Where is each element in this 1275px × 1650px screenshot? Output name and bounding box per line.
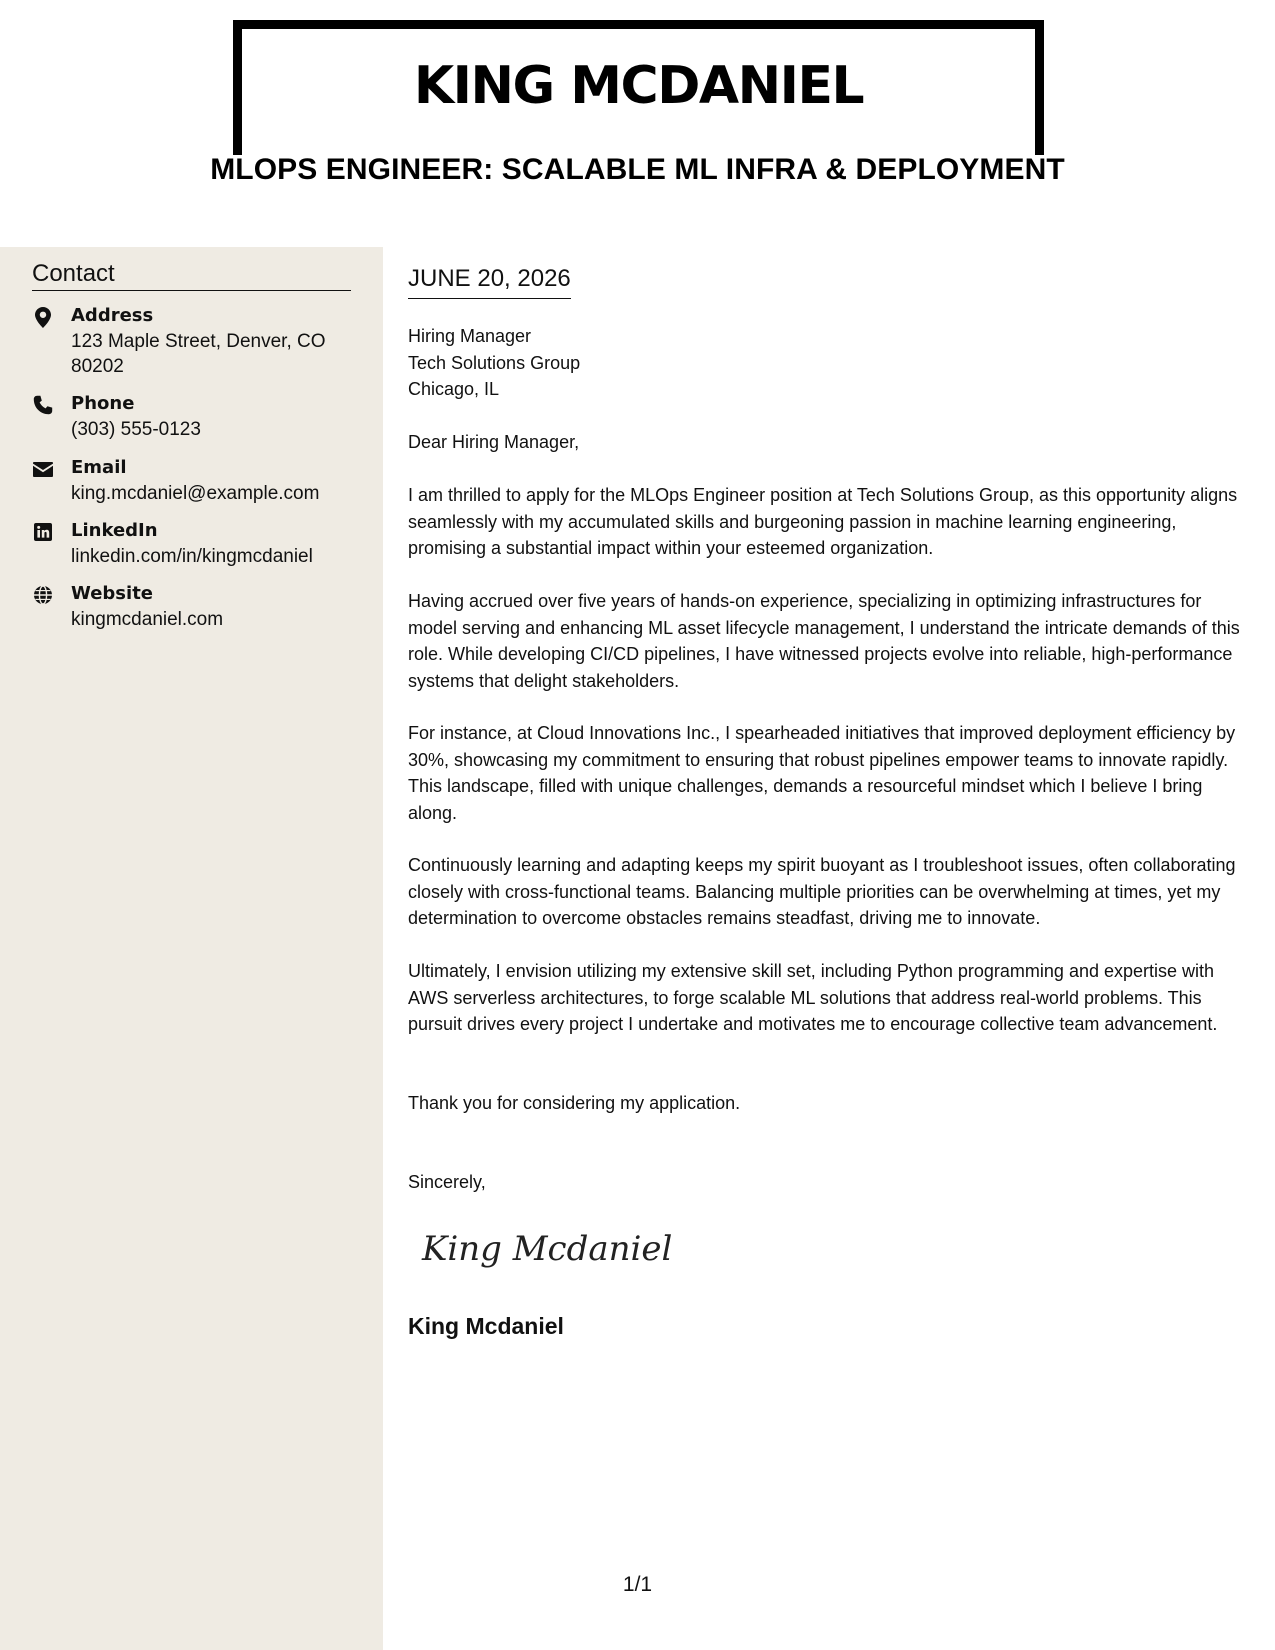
handwritten-signature <box>420 1218 680 1278</box>
recipient-block <box>408 323 580 403</box>
contact-label-phone: Phone <box>71 393 135 414</box>
contact-value-linkedin: linkedin.com/in/kingmcdaniel <box>71 546 313 567</box>
body-paragraph-4: Continuously learning and adapting keeps my spirit buoyant as I troubleshoot issues, often collaborating closely with cross-functional teams. Balancing multiple priorities can be overwhelming at times, yet my determination to overcome obstacles remains steadfast, driving me to innovate. <box>408 855 1236 928</box>
recipient-company: Tech Solutions Group <box>408 352 581 373</box>
page-number: 1/1 <box>622 1573 653 1596</box>
contact-label-website: Website <box>71 583 154 604</box>
body-paragraph-3: For instance, at Cloud Innovations Inc., I spearheaded initiatives that improved deployment efficiency by 30%, showcasing my commitment to ensuring that robust pipelines empower teams to innovate rapidly. This landscape, filled with unique challenges, demands a resourceful mindset which I believe I bring along. <box>408 723 1236 823</box>
contact-label-address: Address <box>71 305 154 326</box>
job-title: MLOPS ENGINEER: SCALABLE ML INFRA & DEPLOYMENT <box>210 153 1065 186</box>
linkedin-icon <box>32 521 54 543</box>
recipient-location: Chicago, IL <box>408 379 500 399</box>
contact-value-address: 123 Maple Street, Denver, CO 80202 <box>71 331 326 377</box>
signer-name: King Mcdaniel <box>408 1313 564 1339</box>
signature-text: King Mcdaniel <box>422 1229 673 1269</box>
closing: Sincerely, <box>408 1172 486 1192</box>
letter-date: JUNE 20, 2026 <box>408 266 571 299</box>
envelope-icon <box>32 458 54 480</box>
body-paragraph-1: I am thrilled to apply for the MLOps Engineer position at Tech Solutions Group, as this opportunity aligns seamlessly with my accumulated skills and burgeoning passion in machine learning engineering, promising a substantial impact within your esteemed organization. <box>408 485 1238 558</box>
contact-label-email: Email <box>71 457 127 478</box>
globe-icon <box>32 584 54 606</box>
contact-value-email: king.mcdaniel@example.com <box>71 483 320 504</box>
phone-icon <box>32 394 54 416</box>
body-paragraph-6: Thank you for considering my application. <box>408 1093 741 1113</box>
body-paragraph-2: Having accrued over five years of hands-on experience, specializing in optimizing infrastructures for model serving and enhancing ML asset lifecycle management, I understand the intricate demands of this role. While developing CI/CD pipelines, I have witnessed projects evolve into reliable, high-performance systems that delight stakeholders. <box>408 591 1240 691</box>
applicant-name: KING MCDANIEL <box>413 56 864 116</box>
contact-label-linkedin: LinkedIn <box>71 520 158 541</box>
body-paragraph-5: Ultimately, I envision utilizing my extensive skill set, including Python programming and expertise with AWS serverless architectures, to forge scalable ML solutions that address real-world problems. This pursuit drives every project I undertake and motivates me to encourage collective team advancement. <box>408 961 1218 1034</box>
contact-heading: Contact <box>32 261 351 291</box>
recipient-name: Hiring Manager <box>408 326 532 346</box>
contact-value-website: kingmcdaniel.com <box>71 609 224 630</box>
contact-sidebar <box>0 247 383 1650</box>
map-pin-icon <box>32 306 54 328</box>
greeting: Dear Hiring Manager, <box>408 432 580 452</box>
contact-value-phone: (303) 555-0123 <box>71 419 201 440</box>
